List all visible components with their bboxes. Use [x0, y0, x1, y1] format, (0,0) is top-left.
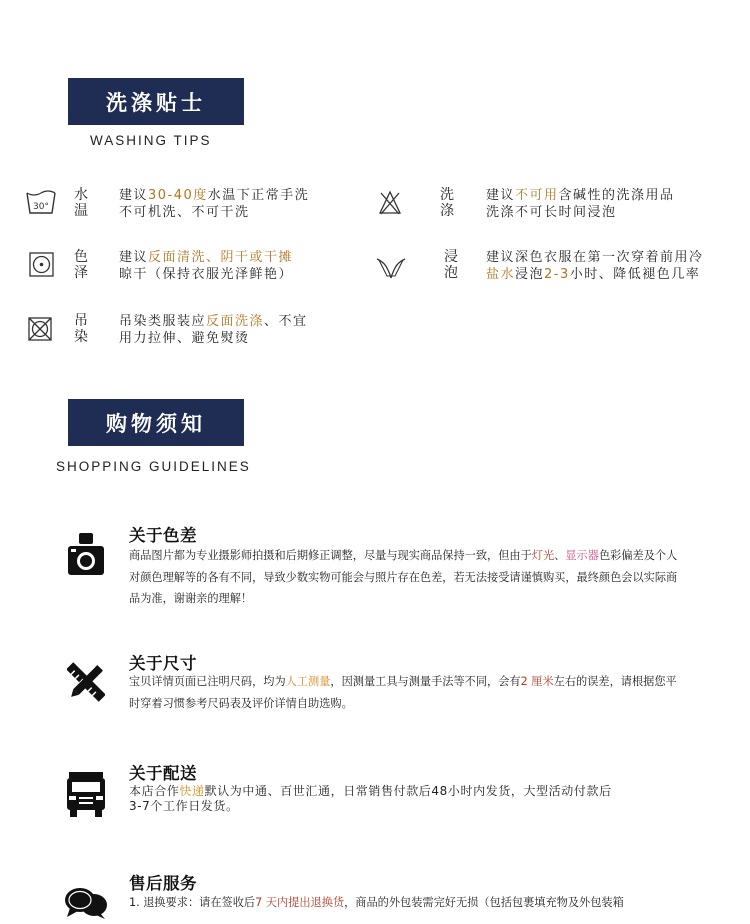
soak-basin-icon	[376, 256, 406, 284]
chat-bubbles-icon	[64, 886, 108, 924]
tumble-dry-icon	[29, 252, 54, 281]
wash-item-title-detergent: 洗涤	[440, 187, 455, 219]
camera-icon	[67, 533, 105, 581]
ruler-pencil-icon	[67, 662, 105, 706]
wash-item-title-color: 色泽	[74, 249, 89, 281]
guide-title-delivery: 关于配送	[129, 764, 197, 783]
guide-text-delivery: 本店合作快递默认为中通、百世汇通，日常销售付款后48小时内发货，大型活动付款后 3-7个工作日发货。	[129, 784, 612, 813]
washing-tips-title: 洗涤贴士	[106, 90, 206, 115]
delivery-truck-icon	[66, 772, 106, 822]
wash-item-desc-soak: 建议深色衣服在第一次穿着前用冷 盐水浸泡2-3小时、降低褪色几率	[486, 250, 704, 282]
guide-title-after-sales: 售后服务	[129, 874, 197, 893]
wash-item-desc-color: 建议反面清洗、阴干或干摊 晾干（保持衣服光泽鲜艳）	[119, 250, 294, 282]
no-tumble-dry-icon	[28, 317, 52, 345]
wash-item-desc-water-temp: 建议30-40度水温下正常手洗 不可机洗、不可干洗	[119, 188, 310, 220]
guide-title-size: 关于尺寸	[129, 654, 197, 673]
guide-title-color: 关于色差	[129, 526, 197, 545]
wash-item-title-water-temp: 水温	[74, 187, 89, 219]
wash-item-desc-detergent: 建议不可用含碱性的洗涤用品 洗涤不可长时间浸泡	[486, 188, 675, 220]
guide-text-after-sales: 1. 退换要求：请在签收后7 天内提出退换货，商品的外包装需完好无损（包括包裹填充物及外包装箱	[129, 896, 624, 909]
wash-item-title-hang-dye: 吊染	[74, 313, 89, 345]
shopping-guidelines-banner	[68, 399, 244, 446]
guide-text-size: 宝贝详情页面已注明尺码，均为人工测量，因测量工具与测量手法等不同，会有2 厘米左右的误差，请根据您平时穿着习惯参考尺码表及评价详情自助选购。	[129, 675, 677, 710]
wash-item-title-soak: 浸泡	[444, 249, 459, 281]
washing-tips-subtitle: WASHING TIPS	[90, 133, 212, 148]
wash-30-degree-icon	[26, 190, 56, 220]
shopping-guidelines-subtitle: SHOPPING GUIDELINES	[56, 459, 251, 474]
guide-text-color: 商品图片都为专业摄影师拍摄和后期修正调整，尽量与现实商品保持一致，但由于灯光、显示器色彩偏差及个人对颜色理解等的各有不同，导致少数实物可能会与照片存在色差，若无法接受请谨慎购买，最终颜色会以实际商品为准，谢谢亲的理解！	[129, 549, 678, 605]
washing-tips-banner	[68, 78, 244, 125]
wash-item-desc-hang-dye: 吊染类服装应反面洗涤、不宜 用力拉伸、避免熨烫	[119, 314, 308, 346]
shopping-guidelines-title: 购物须知	[106, 411, 206, 436]
svg-text:30°: 30°	[33, 202, 49, 212]
no-bleach-icon	[378, 190, 402, 220]
